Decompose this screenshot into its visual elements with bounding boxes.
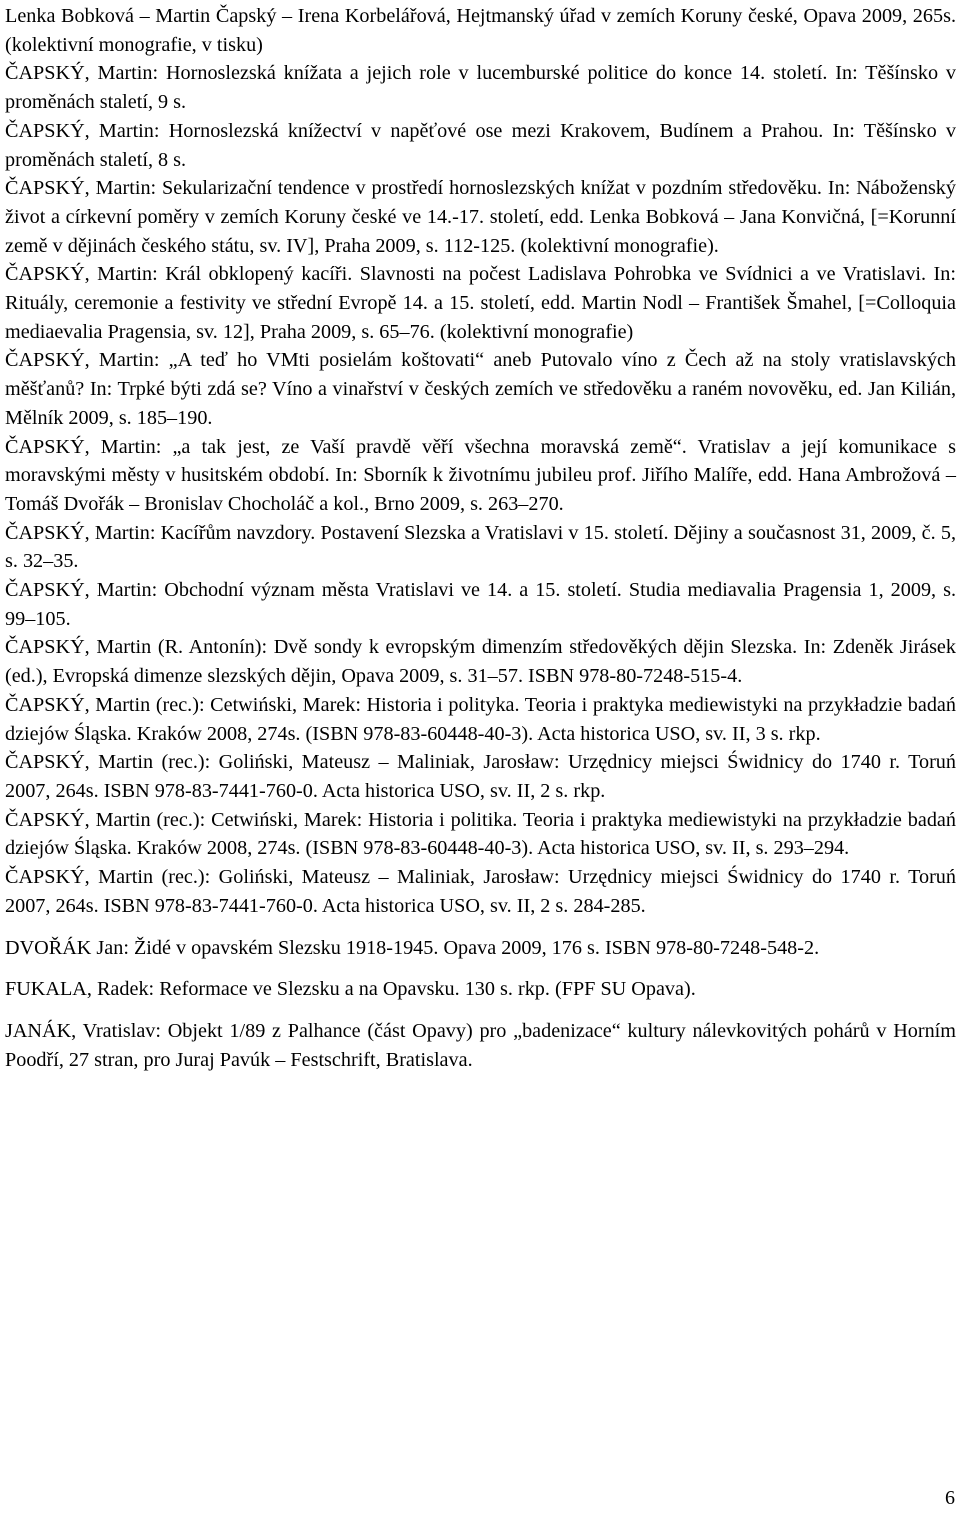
- bibliography-entry: Lenka Bobková – Martin Čapský – Irena Korbelářová, Hejtmanský úřad v zemích Koruny české, Opava 2009, 265s. (kolektivní monografie, v tisku): [5, 5, 956, 56]
- bibliography-entry: FUKALA, Radek: Reformace ve Slezsku a na Opavsku. 130 s. rkp. (FPF SU Opava).: [5, 978, 696, 1001]
- bibliography-entry: ČAPSKÝ, Martin: „a tak jest, ze Vaší pravdě věří všechna moravská země“. Vratislav a její komunikace s moravskými městy v husitském období. In: Sborník k životnímu jubileu prof. Jiřího Malíře, edd. Hana Ambrožová – Tomáš Dvořák – Bronislav Chocholáč a kol., Brno 2009, s. 263–270.: [5, 435, 956, 515]
- bibliography-entry: DVOŘÁK Jan: Židé v opavském Slezsku 1918-1945. Opava 2009, 176 s. ISBN 978-80-7248-548-2.: [5, 936, 820, 959]
- bibliography-entry: ČAPSKÝ, Martin (rec.): Cetwiński, Marek: Historia i politika. Teoria i praktyka mediewistyki na przykładzie badań dziejów Śląska. Kraków 2008, 274s. (ISBN 978-83-60448-40-3). Acta historica USO, sv. II, s. 293–294.: [5, 808, 956, 860]
- bibliography-entry: ČAPSKÝ, Martin: Hornoslezská knížectví v napěťové ose mezi Krakovem, Budínem a Prahou. In: Těšínsko v proměnách staletí, 8 s.: [5, 119, 956, 171]
- bibliography-entry: ČAPSKÝ, Martin: Hornoslezská knížata a jejich role v lucemburské politice do konce 14. století. In: Těšínsko v proměnách staletí, 9 s.: [5, 62, 956, 114]
- bibliography-entry: ČAPSKÝ, Martin: Král obklopený kacíři. Slavnosti na počest Ladislava Pohrobka ve Svídnici a ve Vratislavi. In: Rituály, ceremonie a festivity ve střední Evropě 14. a 15. století, edd. Martin Nodl – František Šmahel, [=Colloquia mediaevalia Pragensia, sv. 12], Praha 2009, s. 65–76. (kolektivní monografie): [5, 263, 956, 343]
- bibliography-entry: ČAPSKÝ, Martin (rec.): Goliński, Mateusz – Maliniak, Jarosław: Urzędnicy miejsci Świdnicy do 1740 r. Toruń 2007, 264s. ISBN 978-83-7441-760-0. Acta historica USO, sv. II, 2 s. 284-285.: [5, 866, 956, 917]
- bibliography-entry: ČAPSKÝ, Martin: „A teď ho VMti posielám koštovati“ aneb Putovalo víno z Čech až na stoly vratislavských měšťanů? In: Trpké býti zdá se? Víno a vinařství v českých zemích ve středověku a raném novověku, ed. Jan Kilián, Mělník 2009, s. 185–190.: [5, 349, 956, 429]
- bibliography-entry: JANÁK, Vratislav: Objekt 1/89 z Palhance (část Opavy) pro „badenizace“ kultury nálevkovitých pohárů v Horním Poodří, 27 stran, pro Juraj Pavúk – Festschrift, Bratislava.: [5, 1019, 956, 1071]
- bibliography-entry: ČAPSKÝ, Martin: Sekularizační tendence v prostředí hornoslezských knížat v pozdním středověku. In: Náboženský život a církevní poměry v zemích Koruny české ve 14.-17. století, edd. Lenka Bobková – Jana Konvičná, [=Korunní země v dějinách českého státu, sv. IV], Praha 2009, s. 112-125. (kolektivní monografie).: [5, 177, 956, 257]
- bibliography-entry: ČAPSKÝ, Martin (rec.): Cetwiński, Marek: Historia i polityka. Teoria i praktyka mediewistyki na przykładzie badań dziejów Śląska. Kraków 2008, 274s. (ISBN 978-83-60448-40-3). Acta historica USO, sv. II, 3 s. rkp.: [5, 693, 956, 745]
- page-number: 6: [945, 1487, 955, 1509]
- bibliography-entry: ČAPSKÝ, Martin: Kacířům navzdory. Postavení Slezska a Vratislavi v 15. století. Dějiny a současnost 31, 2009, č. 5, s. 32–35.: [5, 521, 956, 573]
- bibliography-page: [5, 2, 956, 1074]
- bibliography-entry: ČAPSKÝ, Martin (R. Antonín): Dvě sondy k evropským dimenzím středověkých dějin Slezska. In: Zdeněk Jirásek (ed.), Evropská dimenze slezských dějin, Opava 2009, s. 31–57. ISBN 978-80-7248-515-4.: [5, 636, 956, 688]
- bibliography-entry: ČAPSKÝ, Martin: Obchodní význam města Vratislavi ve 14. a 15. století. Studia mediavalia Pragensia 1, 2009, s. 99–105.: [5, 579, 956, 630]
- bibliography-entry: ČAPSKÝ, Martin (rec.): Goliński, Mateusz – Maliniak, Jarosław: Urzędnicy miejsci Świdnicy do 1740 r. Toruń 2007, 264s. ISBN 978-83-7441-760-0. Acta historica USO, sv. II, 2 s. rkp.: [5, 751, 956, 802]
